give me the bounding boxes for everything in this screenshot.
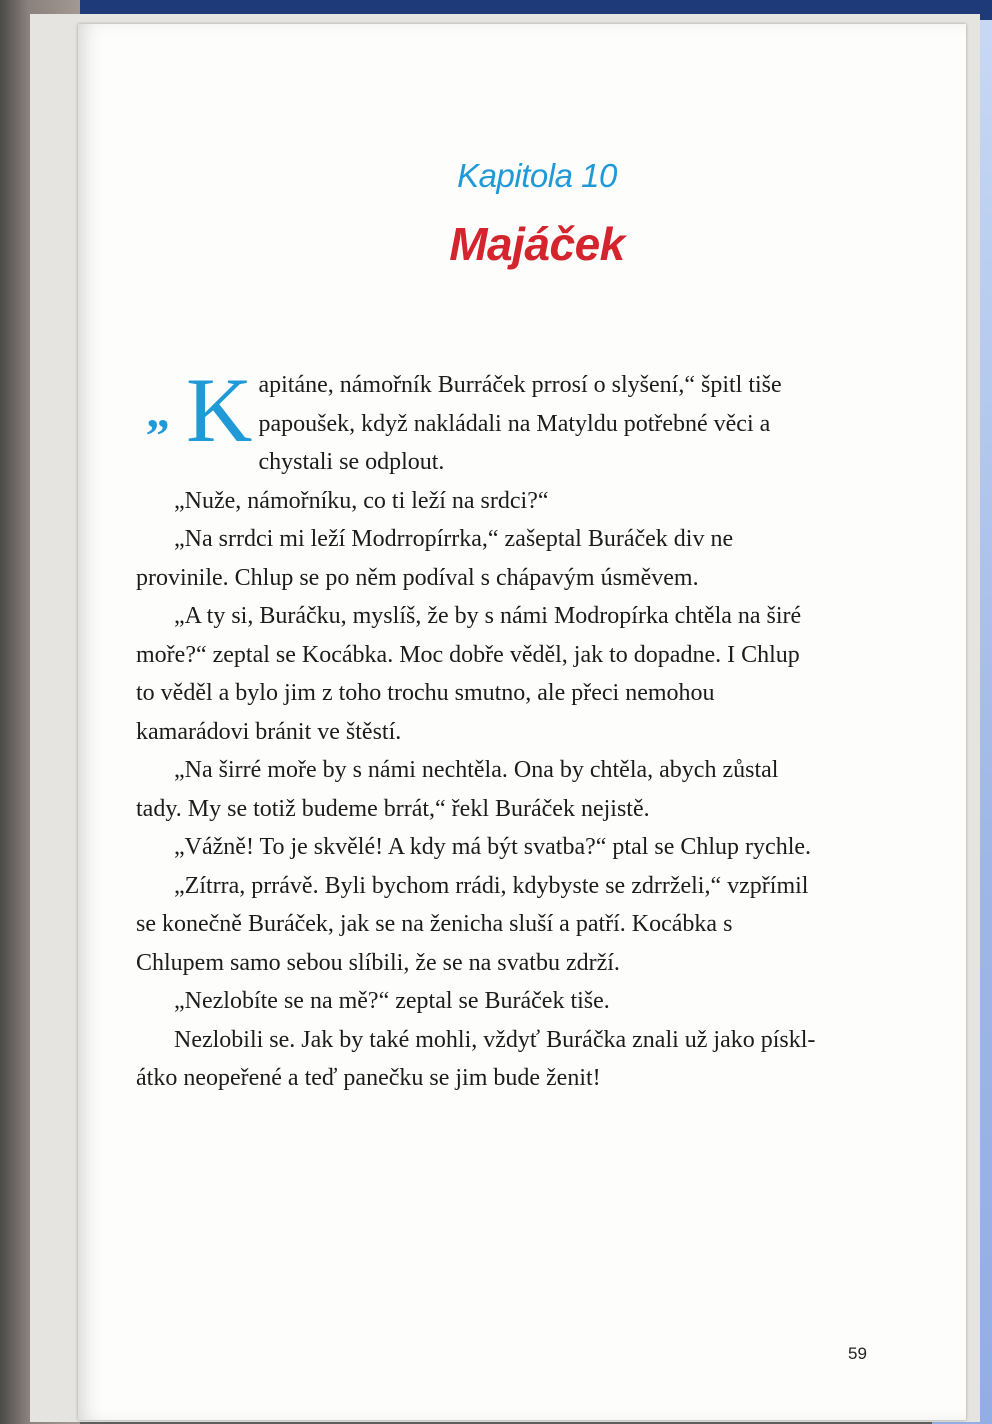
dropcap-letter: K — [186, 359, 253, 461]
paragraph: „A ty si, Buráčku, myslíš, že by s námi Modropírka chtěla na širé moře?“ zeptal se Kocábka. Moc dobře věděl, jak to dopadne. I Chlup to věděl a bylo jim z toho trochu smutno, ale přeci nemohou kamarádovi bránit ve štěstí. — [136, 603, 802, 745]
paragraph: „Nezlobíte se na mě?“ zeptal se Buráček tiše. — [174, 988, 610, 1014]
paragraph: „Na srrdci mi leží Modrropírrka,“ zašeptal Buráček div ne provinile. Chlup se po něm podíval s chápavým úsměvem. — [136, 526, 734, 591]
paragraph: „Na širré moře by s námi nechtěla. Ona by chtěla, abych zůstal tady. My se totiž budeme brrát,“ řekl Buráček nejistě. — [136, 757, 779, 822]
page-number: 59 — [848, 1344, 867, 1363]
paragraph: „Nuže, námořníku, co ti leží na srdci?“ — [174, 487, 549, 514]
paragraph: apitáne, námořník Burráček prrosí o slyšení,“ špitl tiše papoušek, když nakládali na Matyldu potřebné věci a chystali se odplout. — [258, 372, 782, 475]
dropcap-quote: „ — [146, 385, 170, 438]
paragraph: „Zítrra, prrávě. Byli bychom rrádi, kdybyste se zdrrželi,“ vzpřímil se konečně Buráček, jak se na ženicha sluší a patří. Kocábka s Chlupem samo sebou slíbili, že se na svatbu zdrží. — [136, 872, 809, 976]
first-paragraph-block — [136, 359, 820, 482]
book-page — [78, 24, 966, 1420]
chapter-title: Majáček — [449, 218, 625, 270]
chapter-text — [136, 359, 820, 1098]
paragraph: Nezlobili se. Jak by také mohli, vždyť Buráčka znali už jako písklátko neopeřené a teď panečku se jim bude ženit! — [136, 1026, 816, 1091]
chapter-number: Kapitola 10 — [457, 157, 617, 194]
paragraph: „Vážně! To je skvělé! A kdy má být svatba?“ ptal se Chlup rychle. — [174, 834, 812, 860]
